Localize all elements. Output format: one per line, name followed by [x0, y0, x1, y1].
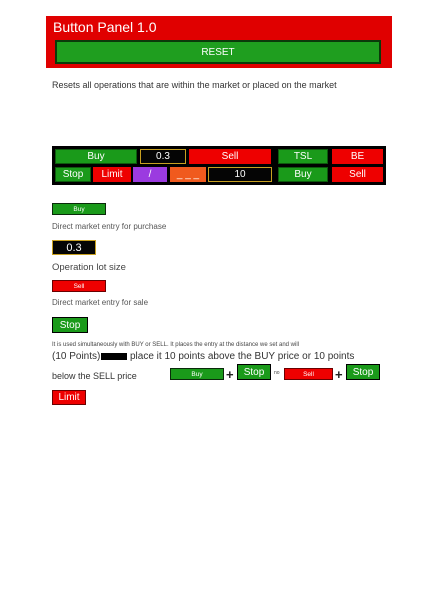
stop-description-small: It is used simultaneously with BUY or SELL. It places the entry at the distance we set and will [52, 342, 300, 348]
be-button[interactable]: BE [332, 149, 383, 164]
combo-buy-button[interactable]: Buy [170, 368, 224, 380]
tsl-button[interactable]: TSL [278, 149, 328, 164]
buy-button-2[interactable]: Buy [278, 167, 328, 182]
stop-button[interactable]: Stop [55, 167, 91, 182]
legend-buy-button[interactable]: Buy [52, 203, 106, 215]
reset-button[interactable]: RESET [55, 40, 381, 64]
trading-button-panel [52, 146, 386, 185]
lot-size-field[interactable]: 0.3 [140, 149, 186, 164]
stop-description-mid: place it 10 points above the BUY price or 10 points [130, 351, 355, 362]
sell-button-2[interactable]: Sell [332, 167, 383, 182]
panel-title: Button Panel 1.0 [53, 19, 157, 35]
combo-sell-button[interactable]: Sell [284, 368, 333, 380]
sell-description: Direct market entry for sale [52, 298, 149, 307]
stop-points: (10 Points) [52, 351, 101, 362]
buy-button[interactable]: Buy [55, 149, 137, 164]
slash-button[interactable]: / [133, 167, 167, 182]
lot-description: Operation lot size [52, 262, 126, 273]
plus-sign-2: + [335, 367, 343, 382]
legend-limit-button[interactable]: Limit [52, 390, 86, 405]
plus-sign: + [226, 367, 234, 382]
combo-stop-button-2[interactable]: Stop [346, 364, 380, 380]
legend-stop-button[interactable]: Stop [52, 317, 88, 333]
sell-button[interactable]: Sell [189, 149, 271, 164]
legend-lot-field[interactable]: 0.3 [52, 240, 96, 255]
legend-sell-button[interactable]: Sell [52, 280, 106, 292]
points-field[interactable]: 10 [208, 167, 272, 182]
distance-field[interactable]: _ _ _ [170, 167, 206, 182]
limit-button[interactable]: Limit [93, 167, 131, 182]
combo-no-label: no [274, 370, 280, 376]
points-swatch [101, 353, 127, 360]
reset-description: Resets all operations that are within the market or placed on the market [52, 80, 337, 90]
buy-description: Direct market entry for purchase [52, 222, 167, 231]
combo-stop-button[interactable]: Stop [237, 364, 271, 380]
button-panel-header [46, 16, 392, 68]
stop-description-end: below the SELL price [52, 371, 137, 381]
